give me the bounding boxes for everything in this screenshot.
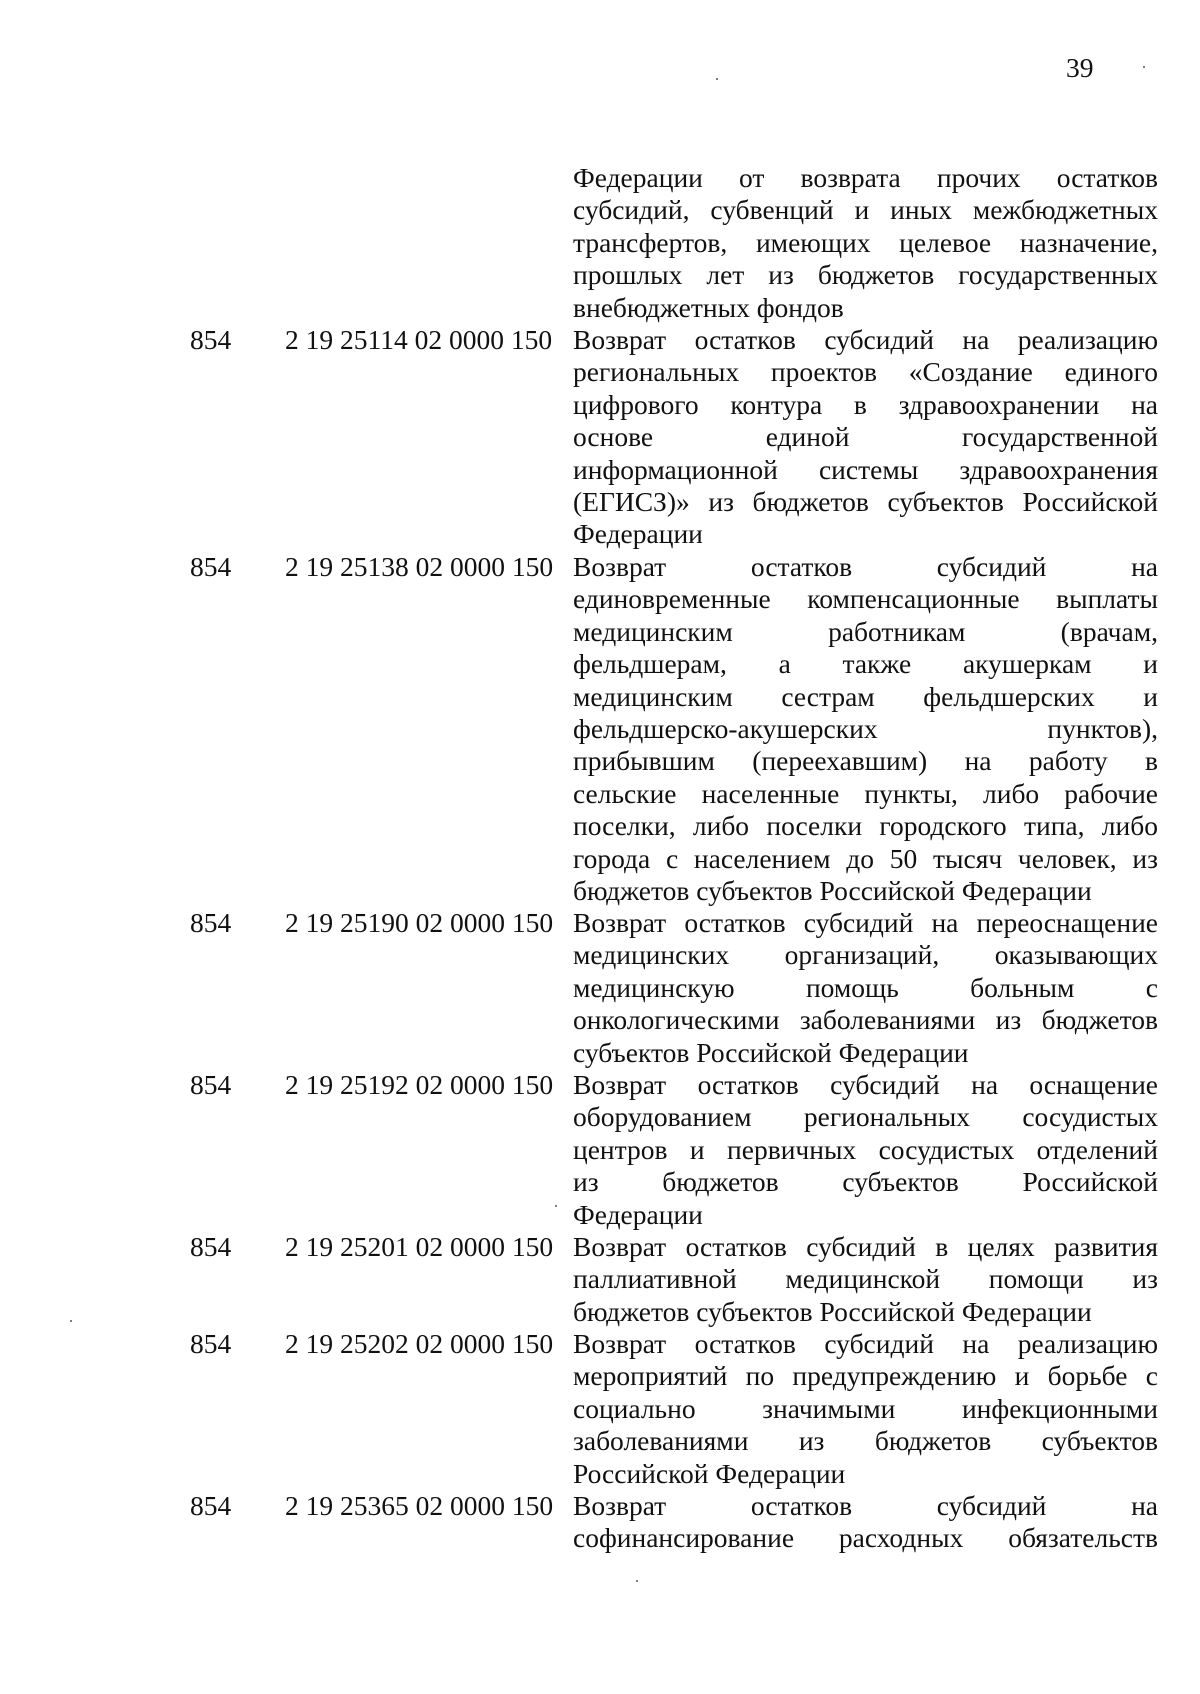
text-line: единовременные компенсационные выплаты — [573, 583, 1158, 615]
text-line: Федерации — [573, 518, 703, 550]
row-description — [573, 1328, 1158, 1490]
row-description — [573, 907, 1158, 1069]
text-line: прибывшим (переехавшим) на работу в — [573, 745, 1158, 777]
row-description — [573, 1231, 1158, 1328]
row-description — [573, 1490, 1158, 1555]
text-line: Возврат остатков субсидий на переоснащение — [573, 907, 1158, 938]
admin-code: 854 — [190, 1328, 232, 1359]
text-line: поселки, либо поселки городского типа, либо — [573, 810, 1158, 842]
text-line: Возврат остатков субсидий на реализацию — [573, 1328, 1158, 1359]
text-line: центров и первичных сосудистых отделений — [573, 1133, 1158, 1165]
text-line: медицинским работникам (врачам, — [573, 615, 1158, 647]
text-line: заболеваниями из бюджетов субъектов — [573, 1425, 1158, 1457]
text-line: города с населением до 50 тысяч человек, из — [573, 842, 1158, 874]
budget-classification-code: 2 19 25138 02 0000 150 — [285, 551, 554, 582]
budget-classification-code: 2 19 25365 02 0000 150 — [285, 1490, 554, 1521]
text-line: основе единой государственной — [573, 421, 1158, 453]
scan-speck — [555, 1205, 557, 1207]
text-line: региональных проектов «Создание единого — [573, 356, 1158, 388]
row-description — [573, 324, 1158, 551]
budget-classification-code: 2 19 25201 02 0000 150 — [285, 1231, 554, 1262]
text-line: Федерации от возврата прочих остатков — [573, 162, 1158, 193]
scan-speck — [1143, 66, 1145, 68]
budget-classification-code: 2 19 25192 02 0000 150 — [285, 1069, 554, 1100]
text-line: паллиативной медицинской помощи из — [573, 1263, 1158, 1295]
admin-code: 854 — [190, 907, 232, 938]
text-line: Возврат остатков субсидий на — [573, 1490, 1158, 1521]
text-line: софинансирование расходных обязательств — [573, 1522, 1158, 1554]
text-line: (ЕГИСЗ)» из бюджетов субъектов Российской — [573, 485, 1158, 517]
text-line: фельдшерско-акушерских пунктов), — [573, 712, 1158, 744]
page-number: 39 — [1066, 52, 1094, 83]
text-line: онкологическими заболеваниями из бюджетов — [573, 1004, 1158, 1036]
text-line: бюджетов субъектов Российской Федерации — [573, 874, 1092, 906]
budget-classification-code: 2 19 25202 02 0000 150 — [285, 1328, 554, 1359]
text-line: медицинскую помощь больным с — [573, 971, 1158, 1003]
row-description — [573, 1069, 1158, 1231]
admin-code: 854 — [190, 1231, 232, 1262]
text-line: субъектов Российской Федерации — [573, 1036, 969, 1068]
text-line: сельские населенные пункты, либо рабочие — [573, 777, 1158, 809]
text-line: Возврат остатков субсидий на реализацию — [573, 324, 1158, 355]
text-line: Возврат остатков субсидий на — [573, 551, 1158, 582]
admin-code: 854 — [190, 1490, 232, 1521]
admin-code: 854 — [190, 551, 232, 582]
continuation-text — [573, 162, 1158, 324]
budget-classification-code: 2 19 25114 02 0000 150 — [285, 324, 553, 355]
text-line: фельдшерам, а также акушеркам и — [573, 648, 1158, 680]
text-line: прошлых лет из бюджетов государственных — [573, 259, 1158, 291]
admin-code: 854 — [190, 324, 232, 355]
text-line: информационной системы здравоохранения — [573, 453, 1158, 485]
scan-speck — [636, 1580, 638, 1582]
scan-speck — [70, 1320, 72, 1322]
row-description — [573, 551, 1158, 907]
text-line: бюджетов субъектов Российской Федерации — [573, 1295, 1092, 1327]
text-line: из бюджетов субъектов Российской — [573, 1166, 1158, 1198]
text-line: медицинским сестрам фельдшерских и — [573, 680, 1158, 712]
text-line: Федерации — [573, 1198, 703, 1230]
text-line: трансфертов, имеющих целевое назначение, — [573, 226, 1158, 258]
text-line: оборудованием региональных сосудистых — [573, 1101, 1158, 1133]
text-line: Российской Федерации — [573, 1457, 846, 1489]
budget-classification-code: 2 19 25190 02 0000 150 — [285, 907, 554, 938]
text-line: цифрового контура в здравоохранении на — [573, 388, 1158, 420]
text-line: внебюджетных фондов — [573, 291, 844, 323]
text-line: мероприятий по предупреждению и борьбе с — [573, 1360, 1158, 1392]
text-line: Возврат остатков субсидий на оснащение — [573, 1069, 1158, 1100]
text-line: социально значимыми инфекционными — [573, 1392, 1158, 1424]
scan-speck — [716, 78, 718, 80]
text-line: медицинских организаций, оказывающих — [573, 939, 1158, 971]
text-line: субсидий, субвенций и иных межбюджетных — [573, 194, 1158, 226]
text-line: Возврат остатков субсидий в целях развития — [573, 1231, 1158, 1262]
admin-code: 854 — [190, 1069, 232, 1100]
